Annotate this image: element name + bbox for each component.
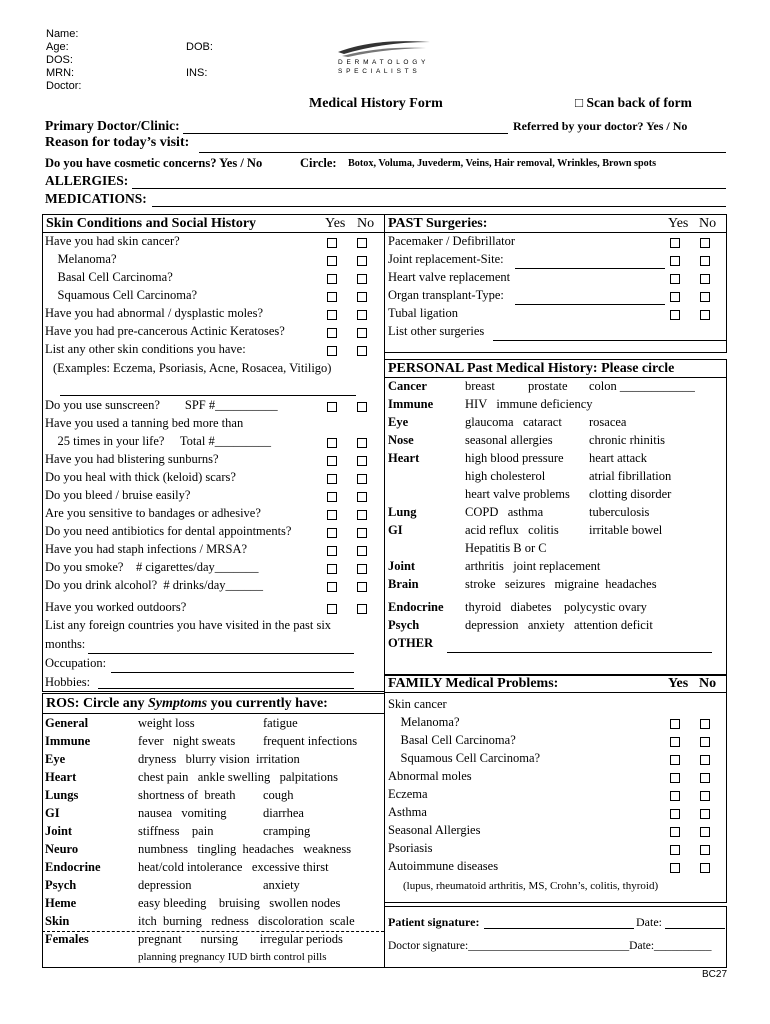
family-problem-row: Seasonal Allergies <box>388 823 481 837</box>
skin-question-yes-checkbox[interactable] <box>327 238 337 248</box>
ros-title: ROS: Circle any Symptoms you currently have: <box>46 696 328 711</box>
skin-question-no-checkbox[interactable] <box>357 528 367 538</box>
skin-question-no-checkbox[interactable] <box>357 402 367 412</box>
skin-question-yes-checkbox[interactable] <box>327 346 337 356</box>
family-problem-no-checkbox[interactable] <box>700 845 710 855</box>
surgery-row: Organ transplant-Type: <box>388 288 504 302</box>
family-problem-yes-checkbox[interactable] <box>670 737 680 747</box>
ros-category: Skin <box>45 914 70 928</box>
personal-condition-option[interactable]: heart attack <box>589 451 647 465</box>
form-title: Medical History Form <box>309 96 443 111</box>
skin-question-yes-checkbox[interactable] <box>327 582 337 592</box>
skin-question-row: Do you need antibiotics for dental appointments? <box>45 524 292 538</box>
skin-question-yes-checkbox[interactable] <box>327 274 337 284</box>
occupation-label: Occupation: <box>45 656 107 670</box>
joint-site-field[interactable] <box>515 268 665 269</box>
skin-question-no-checkbox[interactable] <box>357 438 367 448</box>
ros-category: Joint <box>45 824 73 838</box>
skin-question-row: Melanoma? <box>45 252 117 266</box>
family-yes-header: Yes <box>668 676 689 691</box>
family-problem-no-checkbox[interactable] <box>700 791 710 801</box>
skin-question-row: Have you had pre-cancerous Actinic Keratoses? <box>45 324 285 338</box>
skin-question-yes-checkbox[interactable] <box>327 474 337 484</box>
skin-question-yes-checkbox[interactable] <box>327 456 337 466</box>
family-problem-yes-checkbox[interactable] <box>670 755 680 765</box>
ros-symptom-option[interactable]: heat/cold intolerance excessive thirst <box>138 860 329 874</box>
skin-no-header: No <box>357 216 375 231</box>
name-label: Name: <box>46 28 79 40</box>
personal-condition-option[interactable]: chronic rhinitis <box>589 433 666 447</box>
ros-category: Psych <box>45 878 77 892</box>
personal-category: Nose <box>388 433 414 447</box>
personal-category: Joint <box>388 559 416 573</box>
personal-category: Lung <box>388 505 417 519</box>
ros-symptom-option[interactable]: pregnant nursing irregular periods <box>138 932 343 946</box>
skin-question-yes-checkbox[interactable] <box>327 328 337 338</box>
skin-question-row: Have you used a tanning bed more than <box>45 416 244 430</box>
skin-question-no-checkbox[interactable] <box>357 510 367 520</box>
age-label: Age: <box>46 41 69 53</box>
personal-category: Endocrine <box>388 600 444 614</box>
dermatology-logo-swoosh-icon <box>334 36 434 58</box>
personal-category: Psych <box>388 618 420 632</box>
family-problem-no-checkbox[interactable] <box>700 827 710 837</box>
ros-category: Heme <box>45 896 77 910</box>
family-problem-no-checkbox[interactable] <box>700 755 710 765</box>
skin-question-row: Have you had skin cancer? <box>45 234 180 248</box>
ros-symptom-option[interactable]: easy bleeding bruising swollen nodes <box>138 896 341 910</box>
skin-question-row: 25 times in your life? Total #_________ <box>45 434 271 448</box>
skin-question-row: Do you drink alcohol? # drinks/day______ <box>45 578 264 592</box>
skin-question-row: Are you sensitive to bandages or adhesive? <box>45 506 261 520</box>
cosmetic-question[interactable]: Do you have cosmetic concerns? Yes / No <box>45 156 263 170</box>
medications-field[interactable] <box>152 206 726 207</box>
autoimmune-note: (lupus, rheumatoid arthritis, MS, Crohn’s, colitis, thyroid) <box>403 880 659 892</box>
ros-symptom-option[interactable]: shortness of breath <box>138 788 236 802</box>
personal-condition-option[interactable]: acid reflux colitis <box>465 523 559 537</box>
skin-question-yes-checkbox[interactable] <box>327 604 337 614</box>
skin-question-row: Squamous Cell Carcinoma? <box>45 288 198 302</box>
surgery-yes-checkbox[interactable] <box>670 310 680 320</box>
primary-doctor-label: Primary Doctor/Clinic: <box>45 118 180 133</box>
ros-symptom-option[interactable]: numbness tingling headaches weakness <box>138 842 352 856</box>
skin-question-row: Do you smoke? # cigarettes/day_______ <box>45 560 259 574</box>
doctor-label: Doctor: <box>46 80 82 92</box>
surgery-row: Pacemaker / Defibrillator <box>388 234 516 248</box>
cosmetic-options[interactable]: Botox, Voluma, Juvederm, Veins, Hair removal, Wrinkles, Brown spots <box>348 158 657 169</box>
personal-condition-option[interactable]: depression anxiety attention deficit <box>465 618 653 632</box>
family-problem-row: Abnormal moles <box>388 769 472 783</box>
personal-condition-option[interactable]: atrial fibrillation <box>589 469 672 483</box>
ros-symptom-option[interactable]: frequent infections <box>263 734 358 748</box>
skin-question-no-checkbox[interactable] <box>357 546 367 556</box>
surgery-yes-checkbox[interactable] <box>670 238 680 248</box>
skin-question-no-checkbox[interactable] <box>357 256 367 266</box>
skin-question-row: Have you worked outdoors? <box>45 600 187 614</box>
personal-category: GI <box>388 523 403 537</box>
allergies-label: ALLERGIES: <box>45 173 129 188</box>
ros-symptom-option[interactable]: itch burning redness discoloration scale <box>138 914 355 928</box>
surgery-yes-checkbox[interactable] <box>670 274 680 284</box>
ros-symptom-option[interactable]: weight loss <box>138 716 195 730</box>
ros-symptom-option[interactable]: anxiety <box>263 878 300 892</box>
family-title: FAMILY Medical Problems: <box>388 676 559 691</box>
reason-label: Reason for today’s visit: <box>45 135 190 150</box>
personal-header-divider <box>384 377 726 378</box>
ros-symptom-option[interactable]: fatigue <box>263 716 298 730</box>
surgeries-header-divider <box>384 232 726 233</box>
surgery-no-checkbox[interactable] <box>700 238 710 248</box>
logo-line-1: D E R M A T O L O G Y <box>338 59 427 66</box>
personal-category: OTHER <box>388 636 434 650</box>
patient-date-field[interactable] <box>665 928 725 929</box>
skin-question-no-checkbox[interactable] <box>357 328 367 338</box>
reason-field[interactable] <box>199 152 726 153</box>
skin-question-row: Do you bleed / bruise easily? <box>45 488 191 502</box>
dos-label: DOS: <box>46 54 73 66</box>
doctor-signature-line[interactable]: Doctor signature:____________________________Date:__________ <box>388 940 712 952</box>
skin-examples-text: (Examples: Eczema, Psoriasis, Acne, Rosacea, Vitiligo) <box>53 361 332 375</box>
ros-females-line-2[interactable]: planning pregnancy IUD birth control pills <box>138 951 327 963</box>
family-problem-yes-checkbox[interactable] <box>670 827 680 837</box>
skin-question-row: Basal Cell Carcinoma? <box>45 270 173 284</box>
personal-category: Brain <box>388 577 419 591</box>
skin-question-yes-checkbox[interactable] <box>327 310 337 320</box>
ros-symptom-option[interactable]: cramping <box>263 824 311 838</box>
skin-question-row: Do you heal with thick (keloid) scars? <box>45 470 236 484</box>
ros-symptom-option[interactable]: nausea vomiting <box>138 806 227 820</box>
skin-question-yes-checkbox[interactable] <box>327 510 337 520</box>
family-problem-row: Melanoma? <box>388 715 460 729</box>
months-label: months: <box>45 637 86 651</box>
family-problem-no-checkbox[interactable] <box>700 719 710 729</box>
personal-condition-option[interactable]: breast <box>465 379 495 393</box>
skin-question-yes-checkbox[interactable] <box>327 292 337 302</box>
surgeries-title: PAST Surgeries: <box>388 216 488 231</box>
personal-condition-option[interactable]: irritable bowel <box>589 523 663 537</box>
skin-question-no-checkbox[interactable] <box>357 582 367 592</box>
personal-category: Cancer <box>388 379 427 393</box>
family-problem-no-checkbox[interactable] <box>700 773 710 783</box>
skin-question-no-checkbox[interactable] <box>357 274 367 284</box>
dob-label: DOB: <box>186 41 213 53</box>
family-no-header: No <box>699 676 717 691</box>
foreign-countries-label: List any foreign countries you have visited in the past six <box>45 618 332 632</box>
skin-section-title: Skin Conditions and Social History <box>46 216 257 231</box>
personal-condition-option[interactable]: glaucoma cataract <box>465 415 562 429</box>
skin-question-yes-checkbox[interactable] <box>327 564 337 574</box>
ins-label: INS: <box>186 67 208 79</box>
skin-question-row: List any other skin conditions you have: <box>45 342 246 356</box>
personal-condition-option[interactable]: colon ____________ <box>589 379 695 393</box>
ros-symptom-option[interactable]: diarrhea <box>263 806 304 820</box>
form-code: BC27 <box>702 969 728 980</box>
ros-category: Heart <box>45 770 77 784</box>
personal-condition-option[interactable]: prostate <box>528 379 568 393</box>
ros-category: Lungs <box>45 788 79 802</box>
personal-category: Immune <box>388 397 434 411</box>
skin-header-divider <box>42 232 384 233</box>
personal-condition-option[interactable]: clotting disorder <box>589 487 672 501</box>
patient-date-label: Date: <box>636 915 662 929</box>
skin-question-yes-checkbox[interactable] <box>327 492 337 502</box>
ros-category: Immune <box>45 734 91 748</box>
surgeries-no-header: No <box>699 216 717 231</box>
surgery-no-checkbox[interactable] <box>700 310 710 320</box>
personal-condition-option[interactable]: COPD asthma <box>465 505 544 519</box>
ros-symptom-option[interactable]: depression <box>138 878 192 892</box>
family-problem-yes-checkbox[interactable] <box>670 773 680 783</box>
family-problem-row: Basal Cell Carcinoma? <box>388 733 516 747</box>
skin-question-no-checkbox[interactable] <box>357 292 367 302</box>
surgery-no-checkbox[interactable] <box>700 274 710 284</box>
surgery-row: Tubal ligation <box>388 306 459 320</box>
allergies-field[interactable] <box>132 188 726 189</box>
medications-label: MEDICATIONS: <box>45 191 147 206</box>
personal-history-title: PERSONAL Past Medical History: Please circle <box>388 361 675 376</box>
skin-question-yes-checkbox[interactable] <box>327 528 337 538</box>
patient-signature-label: Patient signature: <box>388 915 480 929</box>
referred-question[interactable]: Referred by your doctor? Yes / No <box>513 119 688 133</box>
personal-condition-option[interactable]: stroke seizures migraine headaches <box>465 577 657 591</box>
skin-question-no-checkbox[interactable] <box>357 492 367 502</box>
surgery-row: List other surgeries <box>388 324 485 338</box>
hobbies-field[interactable] <box>98 688 354 689</box>
other-surgeries-field[interactable] <box>493 340 726 341</box>
primary-doctor-field[interactable] <box>183 133 508 134</box>
ros-dashed-divider <box>42 931 384 932</box>
ros-symptom-option[interactable]: cough <box>263 788 294 802</box>
family-problem-no-checkbox[interactable] <box>700 863 710 873</box>
family-problem-yes-checkbox[interactable] <box>670 863 680 873</box>
family-problem-no-checkbox[interactable] <box>700 809 710 819</box>
family-problem-yes-checkbox[interactable] <box>670 719 680 729</box>
personal-condition-option[interactable]: HIV immune deficiency <box>465 397 593 411</box>
personal-condition-option[interactable]: heart valve problems <box>465 487 570 501</box>
ros-category: Eye <box>45 752 66 766</box>
skin-question-row: Have you had blistering sunburns? <box>45 452 219 466</box>
ros-category: Neuro <box>45 842 79 856</box>
family-problem-row: Skin cancer <box>388 697 447 711</box>
surgeries-yes-header: Yes <box>668 216 689 231</box>
foreign-countries-field[interactable] <box>88 653 354 654</box>
family-problem-yes-checkbox[interactable] <box>670 791 680 801</box>
family-problem-row: Autoimmune diseases <box>388 859 499 873</box>
skin-question-no-checkbox[interactable] <box>357 310 367 320</box>
surgery-yes-checkbox[interactable] <box>670 292 680 302</box>
hobbies-label: Hobbies: <box>45 675 91 689</box>
ros-symptom-option[interactable]: chest pain ankle swelling palpitations <box>138 770 338 784</box>
skin-other-conditions-field[interactable] <box>60 395 356 396</box>
circle-label: Circle: <box>300 156 337 170</box>
patient-signature-field[interactable] <box>484 928 634 929</box>
skin-question-row: Do you use sunscreen? SPF #__________ <box>45 398 278 412</box>
surgery-row: Heart valve replacement <box>388 270 511 284</box>
ros-category: Endocrine <box>45 860 101 874</box>
skin-question-no-checkbox[interactable] <box>357 456 367 466</box>
skin-question-no-checkbox[interactable] <box>357 346 367 356</box>
skin-question-no-checkbox[interactable] <box>357 238 367 248</box>
family-problem-row: Psoriasis <box>388 841 433 855</box>
ros-category: GI <box>45 806 60 820</box>
skin-question-yes-checkbox[interactable] <box>327 256 337 266</box>
surgery-yes-checkbox[interactable] <box>670 256 680 266</box>
personal-condition-option[interactable]: thyroid diabetes polycystic ovary <box>465 600 647 614</box>
skin-question-no-checkbox[interactable] <box>357 564 367 574</box>
logo-line-2: S P E C I A L I S T S <box>338 68 418 75</box>
scan-back-checkbox[interactable]: □ Scan back of form <box>575 95 692 110</box>
family-header-divider <box>384 692 726 693</box>
ros-symptom-option[interactable]: stiffness pain <box>138 824 214 838</box>
ros-header-divider <box>42 713 384 714</box>
ros-category: Females <box>45 932 89 946</box>
skin-question-no-checkbox[interactable] <box>357 604 367 614</box>
mrn-label: MRN: <box>46 67 75 79</box>
personal-condition-option[interactable]: tuberculosis <box>589 505 650 519</box>
personal-condition-option[interactable]: Hepatitis B or C <box>465 541 547 555</box>
personal-condition-option[interactable]: rosacea <box>589 415 627 429</box>
skin-question-yes-checkbox[interactable] <box>327 546 337 556</box>
skin-yes-header: Yes <box>325 216 346 231</box>
surgery-no-checkbox[interactable] <box>700 256 710 266</box>
surgery-row: Joint replacement-Site: <box>388 252 504 266</box>
personal-category: Heart <box>388 451 420 465</box>
family-problem-row: Asthma <box>388 805 427 819</box>
personal-condition-option[interactable]: high blood pressure <box>465 451 564 465</box>
ros-symptom-option[interactable]: dryness blurry vision irritation <box>138 752 300 766</box>
skin-question-yes-checkbox[interactable] <box>327 438 337 448</box>
skin-question-row: Have you had abnormal / dysplastic moles? <box>45 306 263 320</box>
family-problem-row: Eczema <box>388 787 428 801</box>
other-history-field[interactable] <box>447 652 712 653</box>
family-problem-yes-checkbox[interactable] <box>670 845 680 855</box>
ros-category: General <box>45 716 89 730</box>
ros-symptom-option[interactable]: fever night sweats <box>138 734 236 748</box>
personal-category: Eye <box>388 415 409 429</box>
family-problem-row: Squamous Cell Carcinoma? <box>388 751 541 765</box>
personal-condition-option[interactable]: arthritis joint replacement <box>465 559 601 573</box>
personal-condition-option[interactable]: seasonal allergies <box>465 433 553 447</box>
skin-question-no-checkbox[interactable] <box>357 474 367 484</box>
personal-condition-option[interactable]: high cholesterol <box>465 469 546 483</box>
occupation-field[interactable] <box>111 672 354 673</box>
family-problem-no-checkbox[interactable] <box>700 737 710 747</box>
skin-question-row: Have you had staph infections / MRSA? <box>45 542 248 556</box>
family-problem-yes-checkbox[interactable] <box>670 809 680 819</box>
skin-question-yes-checkbox[interactable] <box>327 402 337 412</box>
surgery-no-checkbox[interactable] <box>700 292 710 302</box>
organ-type-field[interactable] <box>515 304 665 305</box>
